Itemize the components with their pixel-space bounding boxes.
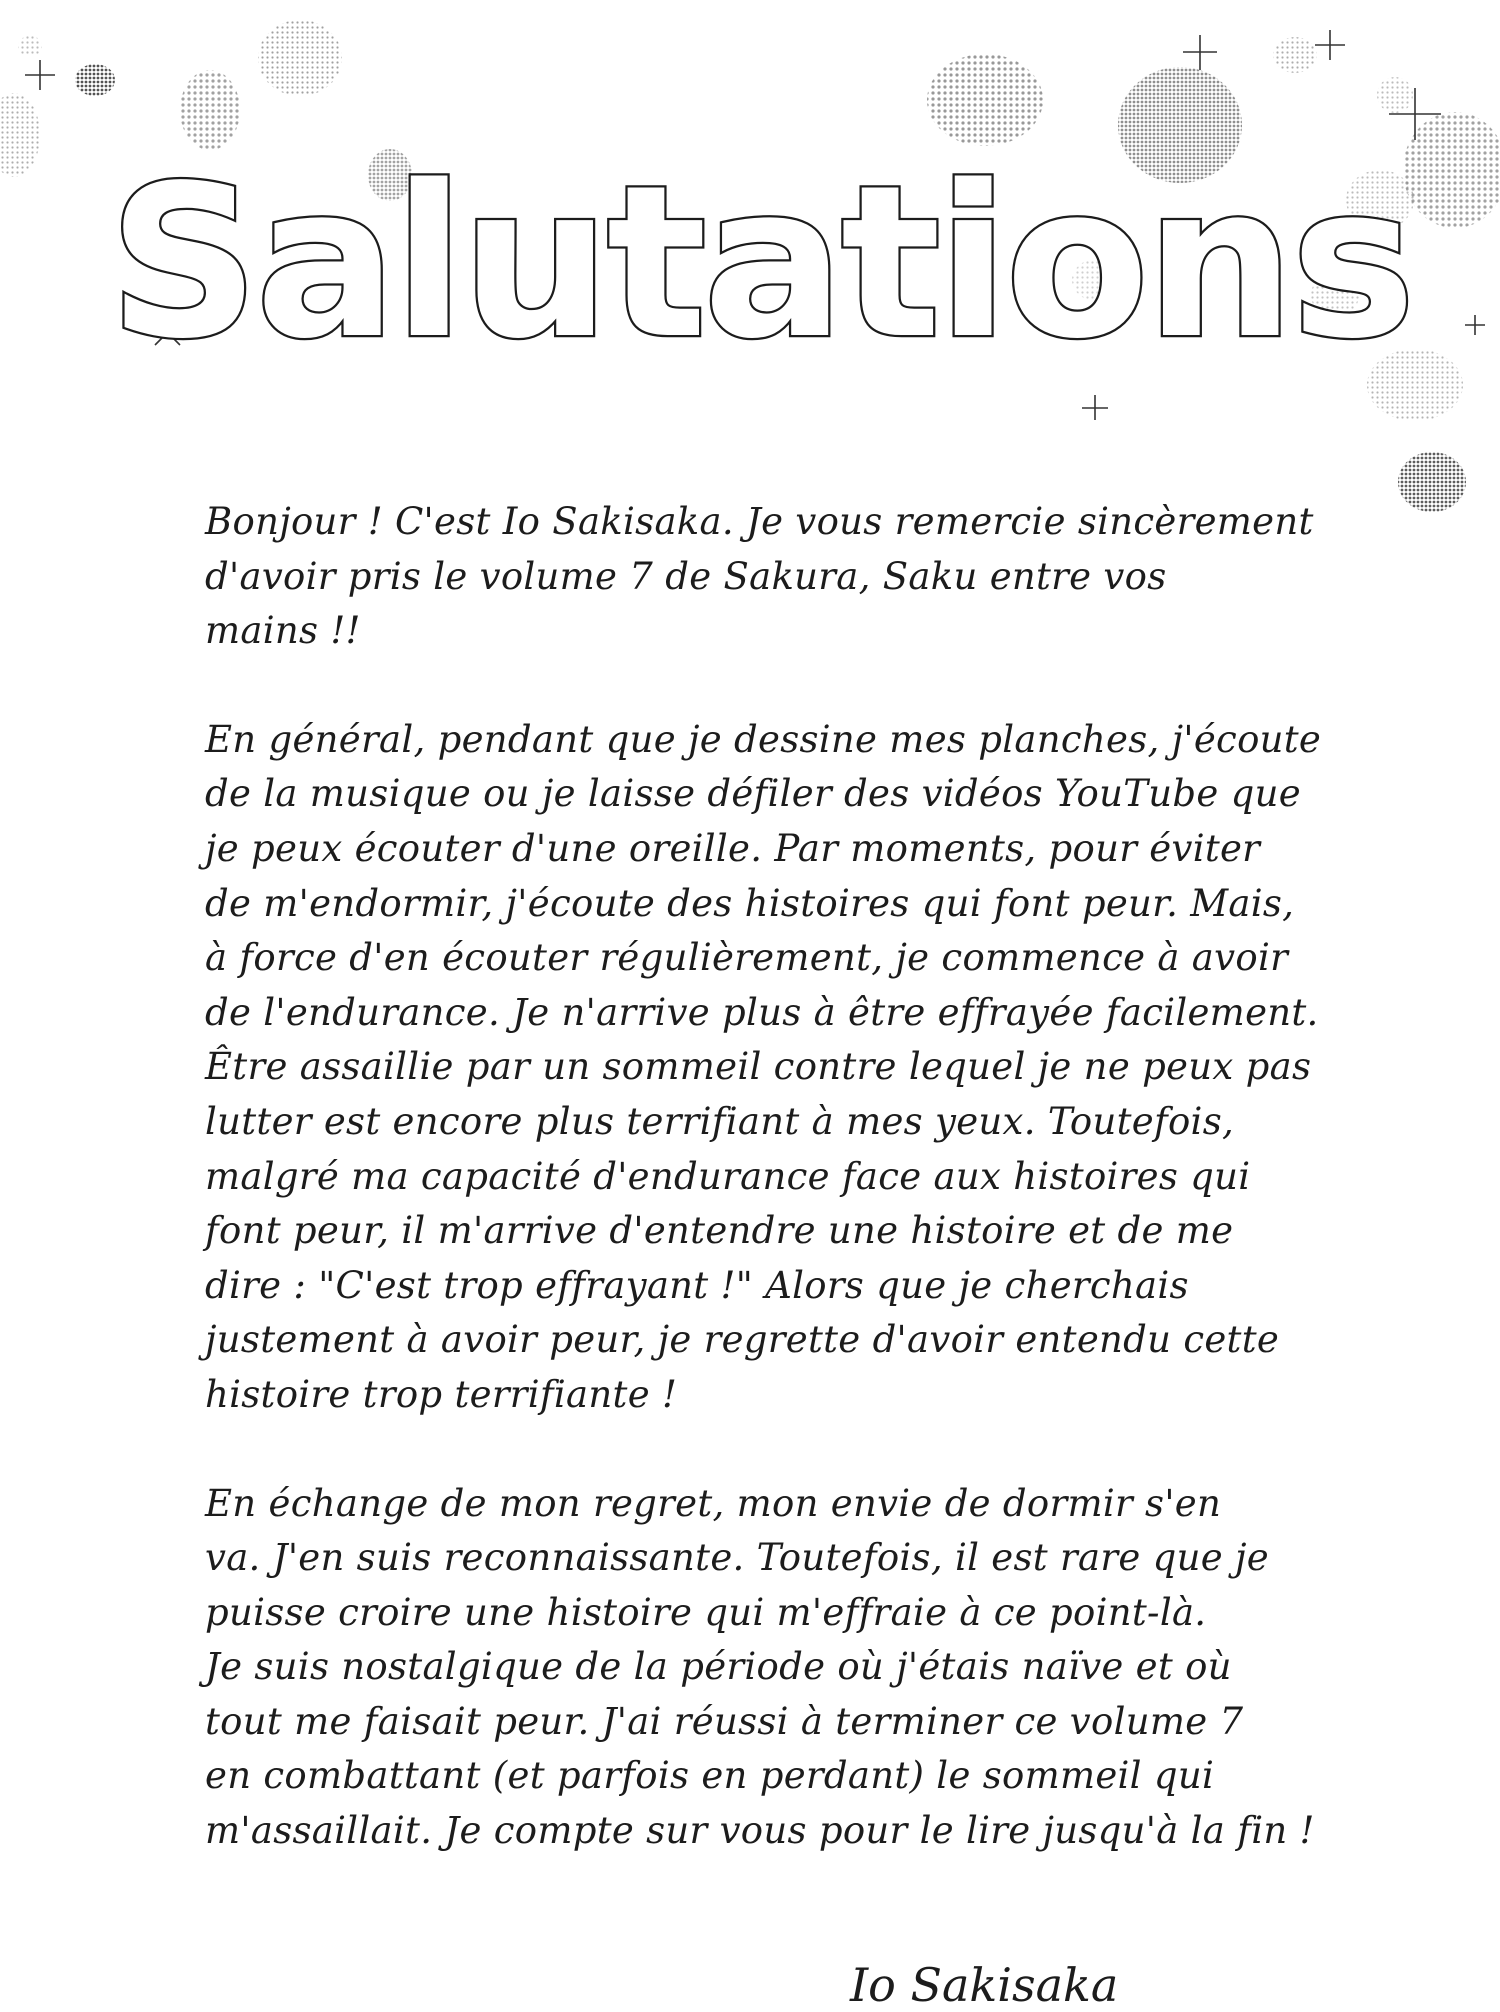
author-signature: Io Sakisaka <box>850 1958 1119 2012</box>
page-title <box>108 110 1412 400</box>
letter-body <box>205 495 1325 1859</box>
paragraph-scary-stories: En général, pendant que je dessine mes planches, j'écoute de la musique ou je laisse défiler des vidéos YouTube que je peux écouter d'une oreille. Par moments, pour éviter de m'endormir, j'écoute des histoires qui font peur. Mais, à force d'en écouter régulièrement, je commence à avoir de l'endurance. Je n'arrive plus à être effrayée facilement. Être assaillie par un sommeil contre lequel je ne peux pas lutter est encore plus terrifiant à mes yeux. Toutefois, malgré ma capacité d'endurance face aux histoires qui font peur, il m'arrive d'entendre une histoire et de me dire : "C'est trop effrayant !" Alors que je cherchais justement à avoir peur, je regrette d'avoir entendu cette histoire trop terrifiante ! <box>205 717 1322 1416</box>
title-container <box>108 110 1412 400</box>
paragraph-greeting: Bonjour ! C'est Io Sakisaka. Je vous remercie sincèrement d'avoir pris le volume 7 de Sakura, Saku entre vos mains !! <box>205 500 1314 653</box>
paragraph-closing: En échange de mon regret, mon envie de dormir s'en va. J'en suis reconnaissante. Toutefois, il est rare que je puisse croire une histoire qui m'effraie à ce point-là. Je suis nostalgique de la période où j'étais naïve et où tout me faisait peur. J'ai réussi à terminer ce volume 7 en combattant (et parfois en perdant) le sommeil qui m'assaillait. Je compte sur vous pour le lire jusqu'à la fin ! <box>205 1481 1315 1853</box>
title-text: Salutations <box>108 140 1412 385</box>
